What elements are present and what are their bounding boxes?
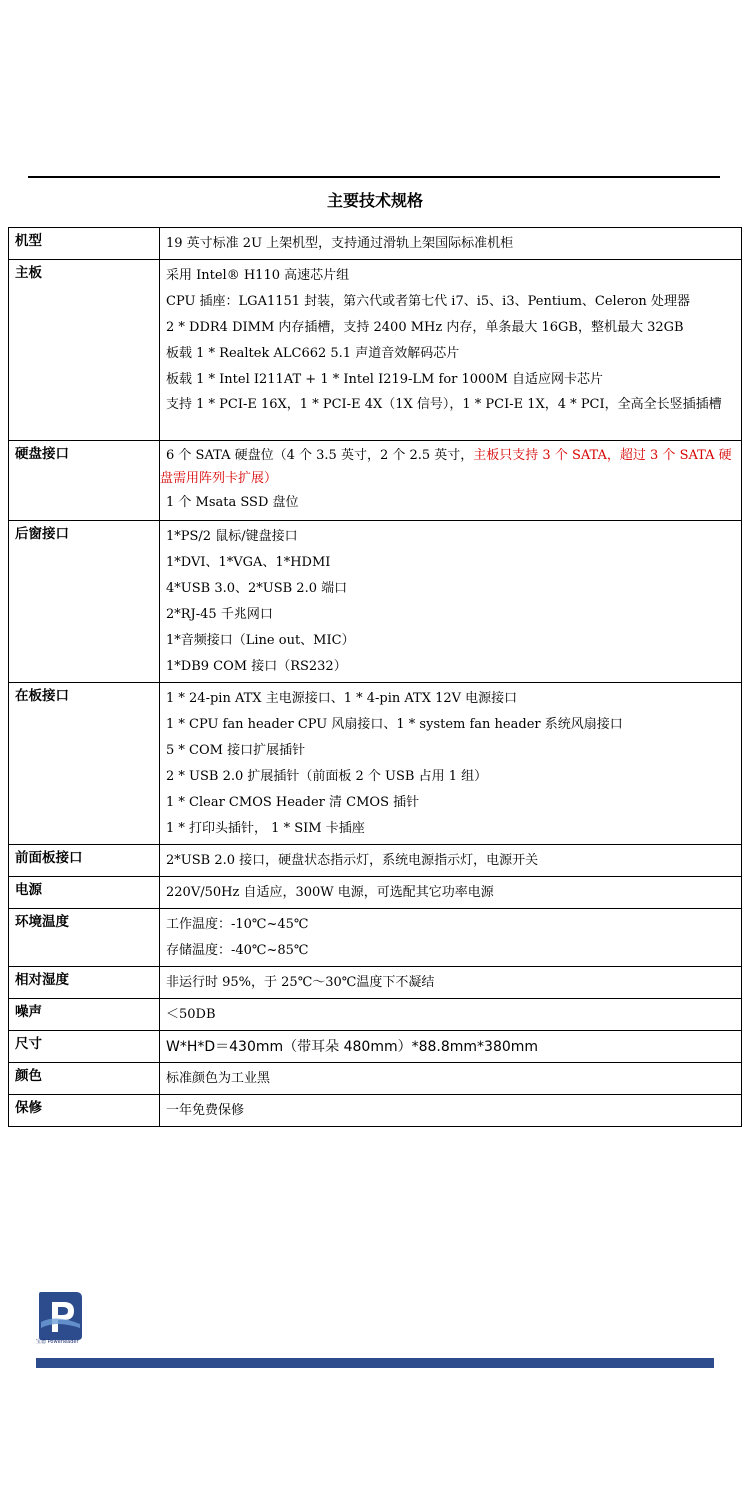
value-line: 2*USB 2.0 接口，硬盘状态指示灯，系统电源指示灯，电源开关 — [166, 853, 539, 868]
value-line: CPU 插座：LGA1151 封装，第六代或者第七代 i7、i5、i3、Pentium、Celeron 处理器 — [166, 294, 690, 309]
row-value — [160, 999, 742, 1031]
row-label: 硬盘接口 — [9, 441, 160, 521]
value-line: 采用 Intel® H110 高速芯片组 — [166, 268, 350, 283]
value-line: 板载 1 * Realtek ALC662 5.1 声道音效解码芯片 — [166, 346, 460, 361]
row-value — [160, 521, 742, 683]
row-label: 噪声 — [9, 999, 160, 1031]
value-line: 1*音频接口（Line out、MIC） — [166, 633, 355, 648]
row-label: 相对湿度 — [9, 967, 160, 999]
table-row — [9, 845, 742, 877]
row-label: 后窗接口 — [9, 521, 160, 683]
row-label: 环境温度 — [9, 909, 160, 967]
value-line: 1 * 打印头插针， 1 * SIM 卡插座 — [166, 821, 365, 836]
value-line: 1*DVI、1*VGA、1*HDMI — [166, 555, 331, 570]
row-label: 尺寸 — [9, 1031, 160, 1063]
table-row — [9, 521, 742, 683]
value-line: 220V/50Hz 自适应，300W 电源，可选配其它功率电源 — [166, 885, 494, 900]
page-title: 主要技术规格 — [326, 191, 423, 210]
value-line: 1 * Clear CMOS Header 清 CMOS 插针 — [166, 795, 420, 810]
value-line: 一年免费保修 — [166, 1103, 245, 1118]
value-line: 1 * 24-pin ATX 主电源接口、1 * 4-pin ATX 12V 电源接口 — [166, 691, 518, 706]
table-row — [9, 260, 742, 441]
value-line: 1*PS/2 鼠标/键盘接口 — [166, 529, 298, 544]
value-text: 6 个 SATA 硬盘位（4 个 3.5 英寸，2 个 2.5 英寸， — [166, 448, 474, 463]
row-value — [160, 441, 742, 521]
red-note: 主板只支持 3 个 SATA，超过 3 个 SATA 硬盘需用阵列卡扩展） — [160, 448, 732, 486]
row-label: 主板 — [9, 260, 160, 441]
table-row — [9, 1031, 742, 1063]
value-line: 支持 1 * PCI-E 16X，1 * PCI-E 4X（1X 信号），1 * PCI-E 1X，4 * PCI，全高全长竖插插槽 — [166, 397, 722, 412]
row-value — [160, 683, 742, 845]
row-value — [160, 260, 742, 441]
table-row — [9, 228, 742, 260]
value-line: 2 * DDR4 DIMM 内存插槽，支持 2400 MHz 内存，单条最大 16GB，整机最大 32GB — [166, 320, 684, 335]
row-label: 前面板接口 — [9, 845, 160, 877]
value-line: 2 * USB 2.0 扩展插针（前面板 2 个 USB 占用 1 组） — [166, 769, 488, 784]
top-rule — [28, 176, 720, 178]
table-row — [9, 683, 742, 845]
table-row — [9, 1095, 742, 1127]
row-label: 机型 — [9, 228, 160, 260]
table-row — [9, 1063, 742, 1095]
value-line: 1*DB9 COM 接口（RS232） — [166, 659, 347, 674]
row-value — [160, 845, 742, 877]
table-row — [9, 967, 742, 999]
value-line: W*H*D＝430mm（带耳朵 480mm）*88.8mm*380mm — [166, 1039, 539, 1055]
logo-brand-text: 宝德 Powerleader — [36, 1339, 79, 1345]
footer-bar — [36, 1358, 714, 1368]
row-label: 保修 — [9, 1095, 160, 1127]
value-line: 非运行时 95%，于 25℃～30℃温度下不凝结 — [166, 975, 435, 990]
row-value — [160, 1063, 742, 1095]
value-line: 2*RJ-45 千兆网口 — [166, 607, 273, 622]
row-label: 在板接口 — [9, 683, 160, 845]
value-line: 1 * CPU fan header CPU 风扇接口、1 * system fan header 系统风扇接口 — [166, 717, 623, 732]
table-row — [9, 909, 742, 967]
row-value — [160, 1031, 742, 1063]
row-value — [160, 877, 742, 909]
spec-table — [8, 227, 742, 1127]
row-label: 颜色 — [9, 1063, 160, 1095]
value-line: 4*USB 3.0、2*USB 2.0 端口 — [166, 581, 348, 596]
value-line: 1 个 Msata SSD 盘位 — [166, 495, 299, 510]
value-line: 存储温度：-40℃~85℃ — [166, 943, 309, 958]
value-line — [160, 444, 735, 490]
row-value — [160, 1095, 742, 1127]
row-value — [160, 909, 742, 967]
table-row — [9, 877, 742, 909]
row-label: 电源 — [9, 877, 160, 909]
table-row — [9, 441, 742, 521]
value-line: 板载 1 * Intel I211AT + 1 * Intel I219-LM for 1000M 自适应网卡芯片 — [166, 372, 604, 387]
table-row — [9, 999, 742, 1031]
row-value — [160, 967, 742, 999]
powerleader-logo-icon — [36, 1290, 84, 1344]
value-line: ＜50DB — [166, 1007, 216, 1022]
value-line: 5 * COM 接口扩展插针 — [166, 743, 306, 758]
value-line: 工作温度：-10℃~45℃ — [166, 917, 309, 932]
value-line: 标准颜色为工业黑 — [166, 1071, 271, 1086]
value-line: 19 英寸标准 2U 上架机型，支持通过滑轨上架国际标准机柜 — [166, 236, 514, 251]
row-value — [160, 228, 742, 260]
